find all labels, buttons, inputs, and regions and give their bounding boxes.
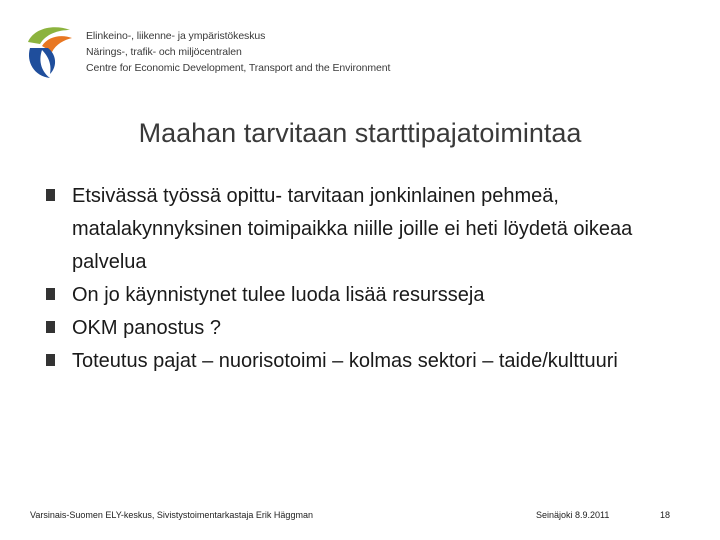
- bullet-text: Etsivässä työssä opittu- tarvitaan jonkinlainen pehmeä, matalakynnyksinen toimipaikka niille joille ei heti löydetä oikeaa palvelua: [72, 185, 633, 273]
- bullet-item: [46, 180, 686, 279]
- bullet-item: [46, 345, 686, 378]
- footer-page-number: 18: [660, 510, 671, 520]
- org-name-english: Centre for Economic Development, Transport and the Environment: [86, 62, 391, 74]
- footer-date: Seinäjoki 8.9.2011: [536, 510, 610, 520]
- org-name-swedish: Närings-, trafik- och miljöcentralen: [86, 46, 242, 58]
- bullet-text: On jo käynnistynet tulee luoda lisää resursseja: [72, 284, 485, 306]
- organization-names: [86, 28, 390, 76]
- slide-title: Maahan tarvitaan starttipajatoimintaa: [138, 118, 582, 148]
- org-name-finnish: Elinkeino-, liikenne- ja ympäristökeskus: [86, 30, 266, 42]
- bullet-text: Toteutus pajat – nuorisotoimi – kolmas sektori – taide/kulttuuri: [72, 350, 618, 372]
- footer-presenter: Varsinais-Suomen ELY-keskus, Sivistystoimentarkastaja Erik Häggman: [30, 510, 313, 520]
- square-bullet-icon: [46, 354, 55, 366]
- ely-centre-logo-icon: [22, 22, 76, 80]
- square-bullet-icon: [46, 189, 55, 201]
- square-bullet-icon: [46, 288, 55, 300]
- bullet-text: OKM panostus ?: [72, 317, 221, 339]
- bullet-item: [46, 279, 686, 312]
- bullet-list: [46, 180, 686, 378]
- bullet-item: [46, 312, 686, 345]
- square-bullet-icon: [46, 321, 55, 333]
